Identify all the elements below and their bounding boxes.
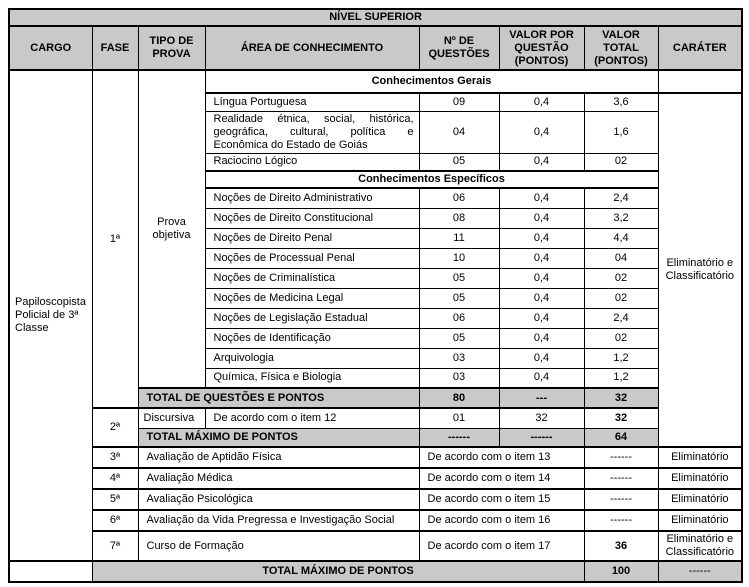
table-title: NÍVEL SUPERIOR [9, 9, 742, 26]
valor-questao-cell: 0,4 [499, 153, 584, 171]
total-maximo-valor-total: 64 [584, 428, 658, 447]
valor-total-cell: 04 [584, 248, 658, 268]
fase-criterio-cell: De acordo com o item 15 [419, 489, 584, 510]
fase-criterio-cell: De acordo com o item 16 [419, 510, 584, 531]
tipo-prova-objetiva-cell: Prova objetiva [138, 70, 205, 388]
carater-objetiva-cell: Eliminatório e Classificatório [658, 93, 742, 447]
carater-cell: Eliminatório [658, 489, 742, 510]
area-cell: Química, Física e Biologia [205, 368, 419, 388]
carater-cell: Eliminatório [658, 468, 742, 489]
total-questoes-value: 80 [419, 388, 499, 408]
section-header-especificos: Conhecimentos Específicos [205, 171, 658, 188]
col-header-tipo-de-prova: TIPO DE PROVA [138, 26, 205, 70]
questoes-cell: 05 [419, 153, 499, 171]
questoes-cell: 04 [419, 111, 499, 153]
area-cell: Noções de Direito Constitucional [205, 208, 419, 228]
valor-questao-cell: 0,4 [499, 93, 584, 111]
area-cell: Noções de Legislação Estadual [205, 308, 419, 328]
area-cell: Arquivologia [205, 348, 419, 368]
valor-total-cell: 3,2 [584, 208, 658, 228]
cargo-cell: Papiloscopista Policial de 3ª Classe [9, 70, 92, 561]
valor-total-cell: 1,2 [584, 348, 658, 368]
area-cell: Noções de Identificação [205, 328, 419, 348]
carater-cell: Eliminatório [658, 510, 742, 531]
fase-6-cell: 6ª [92, 510, 138, 531]
area-cell: Língua Portuguesa [205, 93, 419, 111]
grand-total-valor-total: 100 [584, 561, 658, 582]
grand-total-label: TOTAL MÁXIMO DE PONTOS [92, 561, 584, 582]
questoes-cell: 01 [419, 408, 499, 428]
area-cell: De acordo com o item 12 [205, 408, 419, 428]
fase-5-cell: 5ª [92, 489, 138, 510]
carater-cell: Eliminatório e Classificatório [658, 531, 742, 561]
valor-questao-cell: 0,4 [499, 368, 584, 388]
valor-total-cell: 32 [584, 408, 658, 428]
valor-questao-cell: 0,4 [499, 228, 584, 248]
area-cell: Realidade étnica, social, histórica, geográfica, cultural, política e Econômica do Estado de Goiás [205, 111, 419, 153]
valor-questao-cell: 0,4 [499, 111, 584, 153]
valor-total-cell: ------ [584, 468, 658, 489]
questoes-cell: 06 [419, 188, 499, 208]
valor-total-cell: 02 [584, 328, 658, 348]
valor-questao-cell: 32 [499, 408, 584, 428]
section-header-gerais: Conhecimentos Gerais [205, 70, 658, 93]
fase-2-cell: 2ª [92, 408, 138, 447]
fase-area-cell: Curso de Formação [138, 531, 419, 561]
valor-total-cell: 1,2 [584, 368, 658, 388]
fase-area-cell: Avaliação da Vida Pregressa e Investigação Social [138, 510, 419, 531]
tipo-discursiva-cell: Discursiva [138, 408, 205, 428]
total-questoes-label: TOTAL DE QUESTÕES E PONTOS [138, 388, 419, 408]
questoes-cell: 05 [419, 288, 499, 308]
valor-total-cell: 2,4 [584, 308, 658, 328]
exam-phases-table [8, 8, 743, 583]
carater-cell: Eliminatório [658, 447, 742, 468]
valor-total-cell: 02 [584, 153, 658, 171]
valor-questao-cell: 0,4 [499, 208, 584, 228]
col-header-fase: FASE [92, 26, 138, 70]
total-valor-questao-value: --- [499, 388, 584, 408]
valor-total-cell: ------ [584, 489, 658, 510]
valor-total-cell: 02 [584, 268, 658, 288]
questoes-cell: 05 [419, 328, 499, 348]
questoes-cell: 08 [419, 208, 499, 228]
fase-criterio-cell: De acordo com o item 13 [419, 447, 584, 468]
valor-total-cell: ------ [584, 510, 658, 531]
grand-total-carater: ------ [658, 561, 742, 582]
total-valor-total-value: 32 [584, 388, 658, 408]
fase-area-cell: Avaliação de Aptidão Física [138, 447, 419, 468]
valor-total-cell: 1,6 [584, 111, 658, 153]
questoes-cell: 03 [419, 368, 499, 388]
fase-4-cell: 4ª [92, 468, 138, 489]
questoes-cell: 11 [419, 228, 499, 248]
col-header-valor-total: VALOR TOTAL (PONTOS) [584, 26, 658, 70]
col-header-numero-questoes: Nº DE QUESTÕES [419, 26, 499, 70]
valor-questao-cell: 0,4 [499, 188, 584, 208]
questoes-cell: 10 [419, 248, 499, 268]
fase-3-cell: 3ª [92, 447, 138, 468]
col-header-area-de-conhecimento: ÁREA DE CONHECIMENTO [205, 26, 419, 70]
area-cell: Raciocino Lógico [205, 153, 419, 171]
fase-7-cell: 7ª [92, 531, 138, 561]
total-maximo-fase2-label: TOTAL MÁXIMO DE PONTOS [138, 428, 419, 447]
total-maximo-questoes: ------ [419, 428, 499, 447]
col-header-cargo: CARGO [9, 26, 92, 70]
carater-empty-cell [658, 70, 742, 93]
area-cell: Noções de Direito Penal [205, 228, 419, 248]
valor-total-cell: 3,6 [584, 93, 658, 111]
valor-total-cell: ------ [584, 447, 658, 468]
fase-area-cell: Avaliação Médica [138, 468, 419, 489]
valor-questao-cell: 0,4 [499, 268, 584, 288]
valor-questao-cell: 0,4 [499, 288, 584, 308]
fase-criterio-cell: De acordo com o item 14 [419, 468, 584, 489]
valor-questao-cell: 0,4 [499, 348, 584, 368]
questoes-cell: 09 [419, 93, 499, 111]
total-maximo-valor-questao: ------ [499, 428, 584, 447]
fase-1-cell: 1ª [92, 70, 138, 408]
valor-questao-cell: 0,4 [499, 308, 584, 328]
valor-questao-cell: 0,4 [499, 248, 584, 268]
valor-questao-cell: 0,4 [499, 328, 584, 348]
fase-area-cell: Avaliação Psicológica [138, 489, 419, 510]
questoes-cell: 06 [419, 308, 499, 328]
questoes-cell: 03 [419, 348, 499, 368]
area-cell: Noções de Direito Administrativo [205, 188, 419, 208]
valor-total-cell: 4,4 [584, 228, 658, 248]
valor-total-cell: 2,4 [584, 188, 658, 208]
col-header-valor-por-questao: VALOR POR QUESTÃO (PONTOS) [499, 26, 584, 70]
area-cell: Noções de Medicina Legal [205, 288, 419, 308]
valor-total-cell: 36 [584, 531, 658, 561]
col-header-carater: CARÁTER [658, 26, 742, 70]
valor-total-cell: 02 [584, 288, 658, 308]
area-cell: Noções de Criminalística [205, 268, 419, 288]
fase-criterio-cell: De acordo com o item 17 [419, 531, 584, 561]
questoes-cell: 05 [419, 268, 499, 288]
area-cell: Noções de Processual Penal [205, 248, 419, 268]
